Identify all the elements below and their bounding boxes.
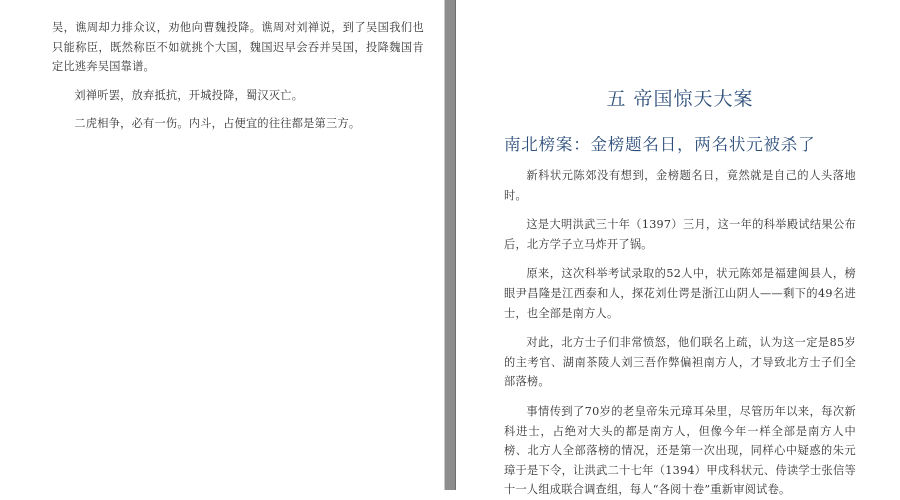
paragraph: 这是大明洪武三十年（1397）三月，这一年的科举殿试结果公布后，北方学子立马炸开了锅。 (504, 218, 856, 251)
paragraph: 吴，谯周却力排众议，劝他向曹魏投降。谯周对刘禅说，到了吴国我们也只能称臣，既然称臣不如就挑个大国，魏国迟早会吞并吴国，投降魏国肯定比逃奔吴国靠谱。 (52, 21, 424, 74)
left-page (0, 0, 444, 490)
page-gutter (444, 0, 456, 490)
paragraph: 事情传到了70岁的老皇帝朱元璋耳朵里，尽管历年以来，每次新科进士，占绝对大头的都是南方人，但像今年一样全部是南方人中榜、北方人全部落榜的情况，还是第一次出现，同样心中疑惑的朱元璋于是下令，让洪武二十七年（1394）甲戌科状元、侍读学士张信等十一人组成联合调查组，每人“各阅十卷”重新审阅试卷。 (504, 404, 856, 497)
right-page (456, 0, 900, 497)
paragraph: 二虎相争，必有一伤。内斗，占便宜的往往都是第三方。 (74, 117, 361, 131)
section-title: 南北榜案：金榜题名日，两名状元被杀了 (504, 135, 816, 154)
paragraph: 对此，北方士子们非常愤怒，他们联名上疏，认为这一定是85岁的主考官、湖南茶陵人刘三吾作弊偏袒南方人，才导致北方士子们全部落榜。 (504, 336, 856, 389)
paragraph: 刘禅听罢，放弃抵抗，开城投降，蜀汉灭亡。 (74, 88, 304, 102)
chapter-title: 五 帝国惊天大案 (606, 88, 754, 110)
paragraph: 原来，这次科举考试录取的52人中，状元陈郊是福建闽县人，榜眼尹昌隆是江西泰和人，探花刘仕谔是浙江山阴人——剩下的49名进士，也全部是南方人。 (504, 267, 856, 320)
paragraph: 新科状元陈郊没有想到，金榜题名日，竟然就是自己的人头落地时。 (504, 169, 856, 202)
